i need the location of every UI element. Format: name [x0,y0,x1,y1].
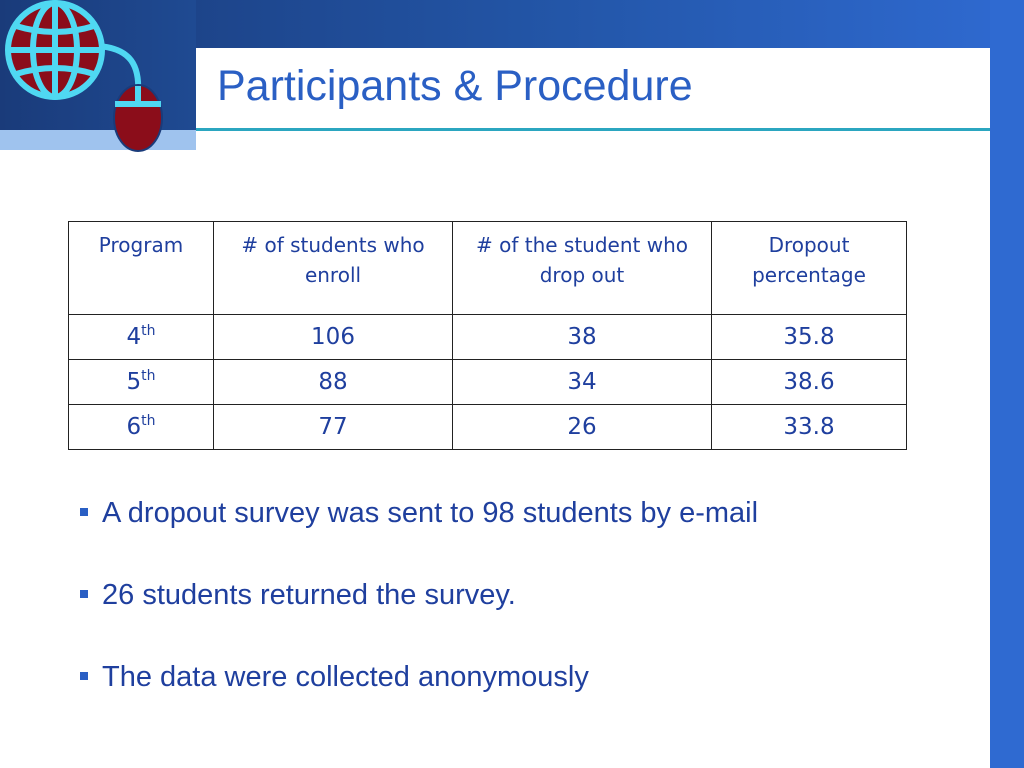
header-enroll: # of students who enroll [214,222,453,315]
header-program: Program [69,222,214,315]
cell-program: 4th [69,315,214,360]
bullet-item [80,497,758,579]
dropout-table [68,221,907,450]
bullet-item [80,579,758,661]
bullet-square-icon [80,672,88,680]
table-header-row [69,222,907,315]
bullet-square-icon [80,508,88,516]
cell-percentage: 33.8 [712,405,907,450]
table-row [69,405,907,450]
cell-percentage: 38.6 [712,360,907,405]
cell-enroll: 77 [214,405,453,450]
cell-percentage: 35.8 [712,315,907,360]
bullet-square-icon [80,590,88,598]
bullet-text: The data were collected anonymously [102,661,589,693]
bullet-item [80,661,758,743]
cell-dropout: 38 [453,315,712,360]
cell-dropout: 34 [453,360,712,405]
header-dropout: # of the student who drop out [453,222,712,315]
right-sidebar-bar [990,0,1024,768]
bullet-text: 26 students returned the survey. [102,579,516,611]
title-underline [196,128,990,131]
page-title: Participants & Procedure [217,62,693,110]
table-row [69,360,907,405]
globe-mouse-icon [0,0,190,160]
cell-program: 6th [69,405,214,450]
cell-enroll: 88 [214,360,453,405]
bullet-text: A dropout survey was sent to 98 students by e-mail [102,497,759,529]
cell-program: 5th [69,360,214,405]
table-row [69,315,907,360]
header-percentage: Dropout percentage [712,222,907,315]
cell-dropout: 26 [453,405,712,450]
bullet-list [80,497,758,743]
cell-enroll: 106 [214,315,453,360]
